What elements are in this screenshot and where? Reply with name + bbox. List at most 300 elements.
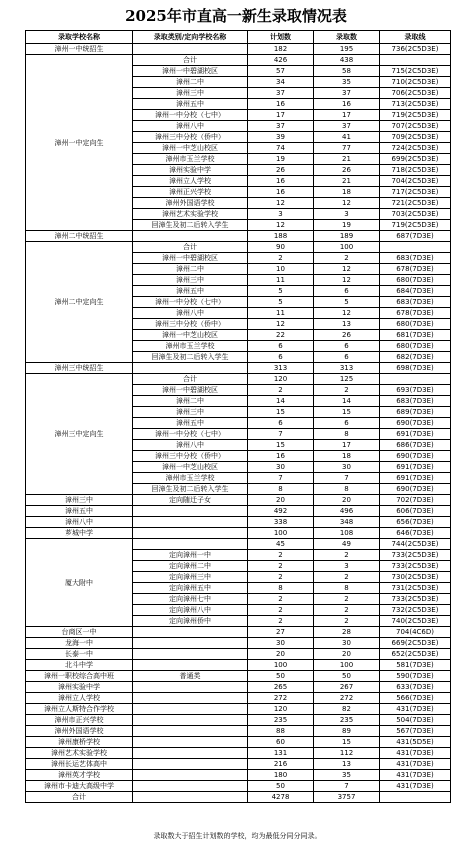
plan-cell: 11 <box>248 308 314 319</box>
category-cell: 定向漳州侨中 <box>133 616 248 627</box>
plan-cell: 235 <box>248 715 314 726</box>
admitted-cell: 26 <box>314 165 380 176</box>
admitted-cell: 2 <box>314 253 380 264</box>
plan-cell: 57 <box>248 66 314 77</box>
plan-cell: 20 <box>248 495 314 506</box>
plan-cell: 2 <box>248 550 314 561</box>
line-cell: 709(2C5D3E) <box>380 132 451 143</box>
line-cell: 704(2C5D3E) <box>380 176 451 187</box>
admitted-cell: 348 <box>314 517 380 528</box>
school-cell: 漳州长运艺体高中 <box>26 759 133 770</box>
header-line: 录取线 <box>380 31 451 44</box>
line-cell: 431(7D3E) <box>380 759 451 770</box>
category-cell: 回漳生及初二后转入学生 <box>133 220 248 231</box>
admitted-cell: 8 <box>314 484 380 495</box>
category-cell: 漳州一中芝山校区 <box>133 143 248 154</box>
line-cell: 581(7D3E) <box>380 660 451 671</box>
admitted-cell: 108 <box>314 528 380 539</box>
header-category: 录取类别/定向学校名称 <box>133 31 248 44</box>
school-cell: 漳州市卡迪大高级中学 <box>26 781 133 792</box>
plan-cell: 16 <box>248 176 314 187</box>
category-cell: 合计 <box>133 242 248 253</box>
admitted-cell: 6 <box>314 341 380 352</box>
plan-cell: 50 <box>248 671 314 682</box>
category-cell: 定向漳州二中 <box>133 561 248 572</box>
admitted-cell: 6 <box>314 418 380 429</box>
line-cell <box>380 55 451 66</box>
admitted-cell: 195 <box>314 44 380 55</box>
category-cell: 漳州三中分校（侨中） <box>133 451 248 462</box>
line-cell: 687(7D3E) <box>380 231 451 242</box>
plan-cell: 27 <box>248 627 314 638</box>
school-cell: 厦大附中 <box>26 539 133 627</box>
line-cell <box>380 374 451 385</box>
plan-cell: 338 <box>248 517 314 528</box>
category-cell: 定向漳州五中 <box>133 583 248 594</box>
header-school: 录取学校名称 <box>26 31 133 44</box>
table-row <box>26 495 451 506</box>
admitted-cell: 12 <box>314 198 380 209</box>
line-cell: 678(7D3E) <box>380 264 451 275</box>
plan-cell: 2 <box>248 253 314 264</box>
admitted-cell: 37 <box>314 121 380 132</box>
plan-cell: 120 <box>248 704 314 715</box>
plan-cell: 30 <box>248 638 314 649</box>
plan-cell: 12 <box>248 220 314 231</box>
category-cell: 漳州二中 <box>133 264 248 275</box>
plan-cell: 16 <box>248 99 314 110</box>
category-cell <box>133 770 248 781</box>
plan-cell: 2 <box>248 572 314 583</box>
line-cell: 724(2C5D3E) <box>380 143 451 154</box>
line-cell: 690(7D3E) <box>380 484 451 495</box>
category-cell <box>133 715 248 726</box>
line-cell <box>380 242 451 253</box>
plan-cell: 16 <box>248 451 314 462</box>
line-cell: 683(7D3E) <box>380 297 451 308</box>
plan-cell: 7 <box>248 429 314 440</box>
admitted-cell: 28 <box>314 627 380 638</box>
category-cell <box>133 660 248 671</box>
admitted-cell: 14 <box>314 396 380 407</box>
plan-cell: 492 <box>248 506 314 517</box>
table-row <box>26 726 451 737</box>
plan-cell: 34 <box>248 77 314 88</box>
admitted-cell: 235 <box>314 715 380 726</box>
plan-cell: 20 <box>248 649 314 660</box>
school-cell: 漳州三中 <box>26 495 133 506</box>
plan-cell: 30 <box>248 462 314 473</box>
plan-cell: 4278 <box>248 792 314 803</box>
line-cell: 689(7D3E) <box>380 407 451 418</box>
plan-cell: 216 <box>248 759 314 770</box>
line-cell: 680(7D3E) <box>380 319 451 330</box>
category-cell: 回漳生及初二后转入学生 <box>133 484 248 495</box>
school-cell: 漳州一中定向生 <box>26 55 133 231</box>
table-row <box>26 792 451 803</box>
category-cell: 漳州正兴学校 <box>133 187 248 198</box>
admitted-cell: 2 <box>314 605 380 616</box>
plan-cell: 12 <box>248 319 314 330</box>
plan-cell: 6 <box>248 341 314 352</box>
table-row <box>26 759 451 770</box>
category-cell <box>133 627 248 638</box>
admitted-cell: 15 <box>314 737 380 748</box>
category-cell: 漳州艺术实验学校 <box>133 209 248 220</box>
category-cell <box>133 704 248 715</box>
school-cell: 漳州立人斯特合作学校 <box>26 704 133 715</box>
table-row <box>26 528 451 539</box>
header-plan: 计划数 <box>248 31 314 44</box>
line-cell: 683(7D3E) <box>380 253 451 264</box>
admitted-cell: 6 <box>314 286 380 297</box>
table-row <box>26 660 451 671</box>
plan-cell: 8 <box>248 484 314 495</box>
table-row <box>26 242 451 253</box>
table-header-row <box>26 31 451 44</box>
category-cell: 合计 <box>133 55 248 66</box>
admitted-cell: 3 <box>314 209 380 220</box>
admitted-cell: 8 <box>314 429 380 440</box>
line-cell: 730(2C5D3E) <box>380 572 451 583</box>
line-cell: 733(2C5D3E) <box>380 561 451 572</box>
header-admitted: 录取数 <box>314 31 380 44</box>
line-cell <box>380 792 451 803</box>
table-row <box>26 704 451 715</box>
plan-cell: 26 <box>248 165 314 176</box>
line-cell: 731(2C5D3E) <box>380 583 451 594</box>
line-cell: 431(7D3E) <box>380 748 451 759</box>
line-cell: 704(4C6D) <box>380 627 451 638</box>
admitted-cell: 272 <box>314 693 380 704</box>
line-cell: 693(7D3E) <box>380 385 451 396</box>
line-cell: 702(7D3E) <box>380 495 451 506</box>
line-cell: 733(2C5D3E) <box>380 550 451 561</box>
category-cell: 漳州实验中学 <box>133 165 248 176</box>
category-cell <box>133 682 248 693</box>
category-cell <box>133 748 248 759</box>
category-cell: 漳州市玉兰学校 <box>133 341 248 352</box>
admitted-cell: 2 <box>314 594 380 605</box>
plan-cell: 60 <box>248 737 314 748</box>
admitted-cell: 12 <box>314 275 380 286</box>
plan-cell: 12 <box>248 198 314 209</box>
table-row <box>26 374 451 385</box>
school-cell: 龙海一中 <box>26 638 133 649</box>
category-cell: 漳州一中碧湖校区 <box>133 253 248 264</box>
line-cell: 744(2C5D3E) <box>380 539 451 550</box>
admitted-cell: 18 <box>314 187 380 198</box>
category-cell <box>133 517 248 528</box>
line-cell: 719(2C5D3E) <box>380 110 451 121</box>
school-cell: 北斗中学 <box>26 660 133 671</box>
school-cell: 台商区一中 <box>26 627 133 638</box>
table-row <box>26 517 451 528</box>
category-cell: 漳州立人学校 <box>133 176 248 187</box>
plan-cell: 11 <box>248 275 314 286</box>
admitted-cell: 438 <box>314 55 380 66</box>
category-cell: 普通类 <box>133 671 248 682</box>
category-cell <box>133 44 248 55</box>
admitted-cell: 2 <box>314 572 380 583</box>
table-body <box>26 44 451 803</box>
line-cell: 713(2C5D3E) <box>380 99 451 110</box>
plan-cell: 37 <box>248 121 314 132</box>
category-cell: 漳州一中分校（七中） <box>133 110 248 121</box>
plan-cell: 3 <box>248 209 314 220</box>
plan-cell: 120 <box>248 374 314 385</box>
table-row <box>26 770 451 781</box>
category-cell: 漳州三中 <box>133 275 248 286</box>
admitted-cell: 12 <box>314 308 380 319</box>
admitted-cell: 7 <box>314 473 380 484</box>
category-cell <box>133 539 248 550</box>
category-cell: 定向随迁子女 <box>133 495 248 506</box>
category-cell: 合计 <box>133 374 248 385</box>
line-cell: 431(7D3E) <box>380 781 451 792</box>
category-cell: 漳州二中 <box>133 77 248 88</box>
line-cell: 691(7D3E) <box>380 429 451 440</box>
table-row <box>26 781 451 792</box>
line-cell: 710(2C5D3E) <box>380 77 451 88</box>
line-cell: 691(7D3E) <box>380 462 451 473</box>
line-cell: 633(7D3E) <box>380 682 451 693</box>
line-cell: 707(2C5D3E) <box>380 121 451 132</box>
plan-cell: 17 <box>248 110 314 121</box>
admitted-cell: 8 <box>314 583 380 594</box>
plan-cell: 39 <box>248 132 314 143</box>
admitted-cell: 6 <box>314 352 380 363</box>
line-cell: 721(2C5D3E) <box>380 198 451 209</box>
plan-cell: 272 <box>248 693 314 704</box>
plan-cell: 2 <box>248 561 314 572</box>
plan-cell: 100 <box>248 528 314 539</box>
line-cell: 718(2C5D3E) <box>380 165 451 176</box>
table-row <box>26 671 451 682</box>
plan-cell: 188 <box>248 231 314 242</box>
category-cell: 定向漳州七中 <box>133 594 248 605</box>
admitted-cell: 15 <box>314 407 380 418</box>
admitted-cell: 496 <box>314 506 380 517</box>
table-row <box>26 693 451 704</box>
table-row <box>26 638 451 649</box>
line-cell: 681(7D3E) <box>380 330 451 341</box>
admitted-cell: 89 <box>314 726 380 737</box>
category-cell: 漳州一中芝山校区 <box>133 462 248 473</box>
plan-cell: 88 <box>248 726 314 737</box>
plan-cell: 14 <box>248 396 314 407</box>
category-cell: 漳州一中分校（七中） <box>133 297 248 308</box>
school-cell: 漳州立人学校 <box>26 693 133 704</box>
admitted-cell: 5 <box>314 297 380 308</box>
plan-cell: 313 <box>248 363 314 374</box>
category-cell: 漳州五中 <box>133 418 248 429</box>
category-cell: 漳州市玉兰学校 <box>133 154 248 165</box>
admitted-cell: 17 <box>314 110 380 121</box>
table-row <box>26 539 451 550</box>
admitted-cell: 267 <box>314 682 380 693</box>
plan-cell: 16 <box>248 187 314 198</box>
admitted-cell: 26 <box>314 330 380 341</box>
plan-cell: 2 <box>248 605 314 616</box>
plan-cell: 15 <box>248 407 314 418</box>
category-cell <box>133 792 248 803</box>
plan-cell: 5 <box>248 286 314 297</box>
admitted-cell: 30 <box>314 638 380 649</box>
plan-cell: 50 <box>248 781 314 792</box>
category-cell: 漳州五中 <box>133 99 248 110</box>
category-cell: 漳州三中分校（侨中） <box>133 319 248 330</box>
plan-cell: 2 <box>248 385 314 396</box>
admitted-cell: 100 <box>314 242 380 253</box>
plan-cell: 2 <box>248 616 314 627</box>
admitted-cell: 13 <box>314 759 380 770</box>
admitted-cell: 41 <box>314 132 380 143</box>
admitted-cell: 77 <box>314 143 380 154</box>
admitted-cell: 30 <box>314 462 380 473</box>
line-cell: 698(7D3E) <box>380 363 451 374</box>
line-cell: 652(2C5D3E) <box>380 649 451 660</box>
line-cell: 678(7D3E) <box>380 308 451 319</box>
table-row <box>26 682 451 693</box>
line-cell: 646(7D3E) <box>380 528 451 539</box>
table-row <box>26 737 451 748</box>
admitted-cell: 58 <box>314 66 380 77</box>
plan-cell: 6 <box>248 352 314 363</box>
line-cell: 690(7D3E) <box>380 418 451 429</box>
line-cell: 715(2C5D3E) <box>380 66 451 77</box>
category-cell: 漳州八中 <box>133 308 248 319</box>
admitted-cell: 37 <box>314 88 380 99</box>
category-cell: 漳州五中 <box>133 286 248 297</box>
plan-cell: 426 <box>248 55 314 66</box>
plan-cell: 19 <box>248 154 314 165</box>
admitted-cell: 12 <box>314 264 380 275</box>
category-cell: 漳州一中分校（七中） <box>133 429 248 440</box>
table-row <box>26 715 451 726</box>
admitted-cell: 21 <box>314 154 380 165</box>
school-cell: 长泰一中 <box>26 649 133 660</box>
line-cell: 590(7D3E) <box>380 671 451 682</box>
table-row <box>26 748 451 759</box>
line-cell: 703(2C5D3E) <box>380 209 451 220</box>
admitted-cell: 7 <box>314 781 380 792</box>
category-cell <box>133 781 248 792</box>
line-cell: 682(7D3E) <box>380 352 451 363</box>
school-cell: 漳州二中统招生 <box>26 231 133 242</box>
admitted-cell: 13 <box>314 319 380 330</box>
plan-cell: 100 <box>248 660 314 671</box>
category-cell: 漳州一中芝山校区 <box>133 330 248 341</box>
plan-cell: 180 <box>248 770 314 781</box>
table-row <box>26 44 451 55</box>
school-cell: 漳州市正兴学校 <box>26 715 133 726</box>
admitted-cell: 100 <box>314 660 380 671</box>
category-cell: 漳州三中分校（侨中） <box>133 132 248 143</box>
line-cell: 669(2C5D3E) <box>380 638 451 649</box>
category-cell: 漳州外国语学校 <box>133 198 248 209</box>
line-cell: 431(5D5E) <box>380 737 451 748</box>
line-cell: 690(7D3E) <box>380 451 451 462</box>
category-cell: 漳州八中 <box>133 121 248 132</box>
line-cell: 606(7D3E) <box>380 506 451 517</box>
category-cell: 回漳生及初二后转入学生 <box>133 352 248 363</box>
admitted-cell: 20 <box>314 649 380 660</box>
admitted-cell: 82 <box>314 704 380 715</box>
line-cell: 717(2C5D3E) <box>380 187 451 198</box>
admitted-cell: 3 <box>314 561 380 572</box>
footnote: 录取数大于招生计划数的学校，均为最低分同分同录。 <box>153 832 322 840</box>
line-cell: 740(2C5D3E) <box>380 616 451 627</box>
school-cell: 漳州三中统招生 <box>26 363 133 374</box>
plan-cell: 7 <box>248 473 314 484</box>
plan-cell: 2 <box>248 594 314 605</box>
line-cell: 691(7D3E) <box>380 473 451 484</box>
admitted-cell: 189 <box>314 231 380 242</box>
admitted-cell: 125 <box>314 374 380 385</box>
school-cell: 漳州三中定向生 <box>26 374 133 495</box>
admitted-cell: 3757 <box>314 792 380 803</box>
school-cell: 漳州康桥学校 <box>26 737 133 748</box>
plan-cell: 8 <box>248 583 314 594</box>
category-cell: 定向漳州八中 <box>133 605 248 616</box>
line-cell: 566(7D3E) <box>380 693 451 704</box>
plan-cell: 182 <box>248 44 314 55</box>
table-row <box>26 649 451 660</box>
admitted-cell: 313 <box>314 363 380 374</box>
category-cell <box>133 726 248 737</box>
line-cell: 719(2C5D3E) <box>380 220 451 231</box>
category-cell: 漳州一中碧湖校区 <box>133 385 248 396</box>
plan-cell: 37 <box>248 88 314 99</box>
line-cell: 736(2C5D3E) <box>380 44 451 55</box>
category-cell: 漳州市玉兰学校 <box>133 473 248 484</box>
admitted-cell: 2 <box>314 385 380 396</box>
school-cell: 漳州二中定向生 <box>26 242 133 363</box>
plan-cell: 131 <box>248 748 314 759</box>
line-cell: 656(7D3E) <box>380 517 451 528</box>
school-cell: 漳州艺术实验学校 <box>26 748 133 759</box>
category-cell <box>133 506 248 517</box>
admitted-cell: 18 <box>314 451 380 462</box>
plan-cell: 74 <box>248 143 314 154</box>
plan-cell: 22 <box>248 330 314 341</box>
plan-cell: 10 <box>248 264 314 275</box>
admitted-cell: 35 <box>314 770 380 781</box>
admission-table <box>25 30 451 803</box>
school-cell: 漳州实验中学 <box>26 682 133 693</box>
category-cell: 漳州三中 <box>133 407 248 418</box>
category-cell: 漳州八中 <box>133 440 248 451</box>
line-cell: 567(7D3E) <box>380 726 451 737</box>
plan-cell: 6 <box>248 418 314 429</box>
category-cell: 漳州一中碧湖校区 <box>133 66 248 77</box>
category-cell <box>133 649 248 660</box>
line-cell: 683(7D3E) <box>380 396 451 407</box>
admitted-cell: 19 <box>314 220 380 231</box>
plan-cell: 265 <box>248 682 314 693</box>
school-cell: 漳州一职校综合高中班 <box>26 671 133 682</box>
table-row <box>26 55 451 66</box>
category-cell <box>133 231 248 242</box>
line-cell: 680(7D3E) <box>380 341 451 352</box>
category-cell <box>133 693 248 704</box>
admitted-cell: 20 <box>314 495 380 506</box>
admitted-cell: 49 <box>314 539 380 550</box>
line-cell: 684(7D3E) <box>380 286 451 297</box>
admitted-cell: 50 <box>314 671 380 682</box>
table-row <box>26 231 451 242</box>
